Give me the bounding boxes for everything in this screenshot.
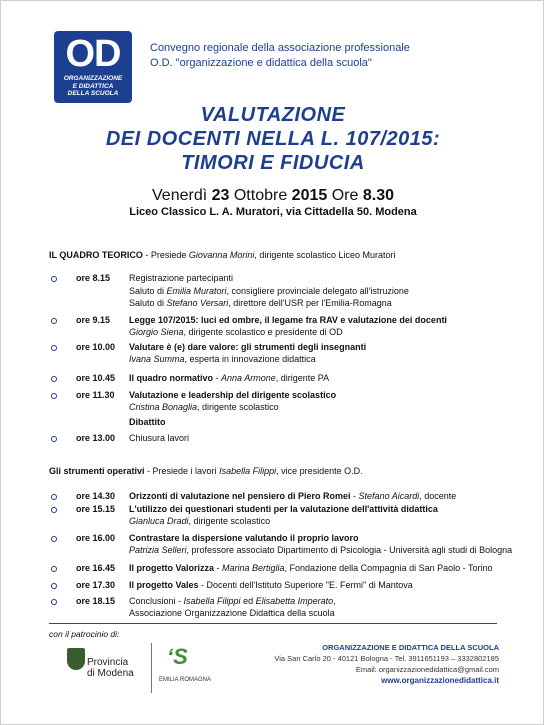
logo-text-line: E DIDATTICA <box>72 82 114 90</box>
bullet-icon <box>51 507 57 513</box>
speaker-name: Anna Armone <box>221 373 276 383</box>
speaker-role: , consigliere provinciale delegato all'istruzione <box>226 286 409 296</box>
sponsor-name <box>87 657 134 679</box>
chair-name: Isabella Filippi <box>219 466 277 476</box>
footer-divider <box>49 623 497 624</box>
speaker-name: Patrizia Selleri <box>129 545 187 555</box>
item-topic: Il quadro normativo <box>129 373 214 383</box>
item-time: ore 15.15 <box>76 504 116 514</box>
chair-role: , dirigente scolastico Liceo Muratori <box>254 250 396 260</box>
date-year: 2015 <box>291 187 328 204</box>
item-time: ore 16.45 <box>76 563 116 573</box>
chair-name: Giovanna Morini <box>188 250 255 260</box>
item-topic: Il progetto Valorizza <box>129 563 215 573</box>
item-speaker <box>129 545 512 555</box>
bullet-icon <box>51 436 57 442</box>
date-month: Ottobre <box>233 187 288 204</box>
logo-text <box>58 75 128 98</box>
footer-website[interactable]: www.organizzazionedidattica.it <box>381 676 499 685</box>
item-time: ore 18.15 <box>76 596 116 606</box>
item-time: ore 11.30 <box>76 390 115 400</box>
speaker-name: Stefano Versari <box>166 298 229 308</box>
item-topic: Il progetto Vales <box>129 580 199 590</box>
date-day: 23 <box>211 187 230 204</box>
item-title: Registrazione partecipanti <box>129 273 234 283</box>
item-title: Contrastare la dispersione valutando il proprio lavoro <box>129 533 359 543</box>
session-1-heading <box>49 250 395 260</box>
bullet-icon <box>51 276 57 282</box>
chair-role: , vice presidente O.D. <box>276 466 363 476</box>
item-title <box>129 491 456 501</box>
date-prefix: Venerdì <box>152 187 208 204</box>
speaker-role: , dirigente scolastico <box>188 516 271 526</box>
sponsor-name-line: di Modena <box>87 668 134 679</box>
page-title <box>41 103 505 175</box>
event-venue: Liceo Classico L. A. Muratori, via Cittadella 50. Modena <box>129 206 417 218</box>
session-2-heading <box>49 466 363 476</box>
item-title: L'utilizzo dei questionari studenti per la valutazione dell'attività didattica <box>129 504 438 514</box>
chair-prefix: - Presiede <box>142 250 189 260</box>
event-organizer <box>150 41 410 71</box>
bullet-icon <box>51 345 57 351</box>
speaker-name: Ivana Summa <box>129 354 185 364</box>
speaker-role: , dirigente PA <box>275 373 330 383</box>
speaker-role: , direttore dell'USR per l'Emilia-Romagna <box>228 298 392 308</box>
speaker-name: Marina Bertiglia <box>222 563 285 573</box>
footer-org-title: ORGANIZZAZIONE E DIDATTICA DELLA SCUOLA <box>322 643 499 652</box>
speaker-name: Elisabetta Imperato <box>255 596 334 606</box>
speaker-name: Gianluca Dradi <box>129 516 189 526</box>
text: , <box>333 596 336 606</box>
organizer-line: O.D. "organizzazione e didattica della scuola" <box>150 57 372 69</box>
speaker-name: Emilia Muratori <box>166 286 227 296</box>
footer-contacts <box>274 642 499 686</box>
bullet-icon <box>51 566 57 572</box>
item-title: Legge 107/2015: luci ed ombre, il legame fra RAV e valutazione dei docenti <box>129 315 447 325</box>
text: Saluto di <box>129 298 167 308</box>
item-title: Valutazione e leadership del dirigente scolastico <box>129 390 337 400</box>
od-logo <box>54 31 132 103</box>
bullet-icon <box>51 599 57 605</box>
date-time: 8.30 <box>362 187 394 204</box>
provincia-modena-logo <box>57 644 149 689</box>
logo-text-line: ORGANIZZAZIONE <box>63 75 123 82</box>
emilia-romagna-logo <box>159 644 219 692</box>
item-title: Valutare è (e) dare valore: gli strumenti degli insegnanti <box>129 342 367 352</box>
separator: - <box>214 563 223 573</box>
sponsor-divider <box>151 643 152 693</box>
speaker-role: , Fondazione della Compagnia di San Paolo - Torino <box>284 563 493 573</box>
item-time: ore 14.30 <box>76 491 116 501</box>
item-time: ore 9.15 <box>76 315 111 325</box>
organizer-line: Convegno regionale della associazione professionale <box>150 42 410 54</box>
speaker-name: Isabella Filippi <box>183 596 241 606</box>
logo-text-line: DELLA SCUOLA <box>67 90 119 97</box>
item-speaker: - Docenti dell'Istituto Superiore "E. Fermi" di Mantova <box>198 580 413 590</box>
separator: - <box>350 491 359 501</box>
item-title <box>129 596 336 606</box>
item-time: ore 10.45 <box>76 373 116 383</box>
title-line: DEI DOCENTI NELLA L. 107/2015: <box>105 128 441 150</box>
event-date <box>41 187 505 205</box>
bullet-icon <box>51 583 57 589</box>
item-speaker <box>129 298 392 308</box>
chair-prefix: - Presiede i lavori <box>144 466 220 476</box>
item-time: ore 17.30 <box>76 580 116 590</box>
item-title <box>129 580 413 590</box>
bullet-icon <box>51 318 57 324</box>
speaker-name: Giorgio Siena <box>129 327 184 337</box>
bullet-icon <box>51 393 57 399</box>
item-topic: Orizzonti di valutazione nel pensiero di Piero Romei <box>129 491 351 501</box>
speaker-role: , esperta in innovazione didattica <box>184 354 316 364</box>
footer-address: Via San Carlo 20 - 40121 Bologna - Tel. 3911651193 – 3332802185 <box>274 654 499 663</box>
item-speaker: Associazione Organizzazione Didattica della scuola <box>129 608 335 618</box>
logo-letters: OD <box>65 33 121 75</box>
text: Saluto di <box>129 286 167 296</box>
bullet-icon <box>51 494 57 500</box>
sponsor-name-line: Provincia <box>87 657 129 668</box>
item-time: ore 16.00 <box>76 533 116 543</box>
footer-email[interactable]: Email: organizzazionedidattica@gmail.com <box>355 665 499 674</box>
text: ed <box>240 596 256 606</box>
title-line: TIMORI E FIDUCIA <box>181 152 365 174</box>
session-title: IL QUADRO TEORICO <box>49 250 143 260</box>
item-speaker <box>129 354 316 364</box>
item-time: ore 8.15 <box>76 273 111 283</box>
speaker-name: Cristina Bonaglia <box>129 402 198 412</box>
session-title: Gli strumenti operativi <box>49 466 145 476</box>
item-time: ore 13.00 <box>76 433 116 443</box>
coat-of-arms-icon <box>67 648 85 670</box>
speaker-role: , docente <box>419 491 457 501</box>
bullet-icon <box>51 536 57 542</box>
item-title <box>129 563 493 573</box>
speaker-role: , dirigente scolastico <box>197 402 279 412</box>
item-title: Chiusura lavori <box>129 433 190 443</box>
bullet-icon <box>51 376 57 382</box>
speaker-role: , dirigente scolastico e presidente di OD <box>183 327 343 337</box>
item-topic: Conclusioni - <box>129 596 184 606</box>
title-line: VALUTAZIONE <box>200 104 346 126</box>
speaker-role: , professore associato Dipartimento di Psicologia - Università agli studi di Bologna <box>186 545 513 555</box>
item-speaker <box>129 516 270 526</box>
item-speaker <box>129 286 409 296</box>
item-time: ore 10.00 <box>76 342 116 352</box>
item-speaker <box>129 402 279 412</box>
sponsor-name: EMILIA ROMAGNA <box>159 677 212 683</box>
date-ore: Ore <box>331 187 359 204</box>
dibattito-label: Dibattito <box>129 417 166 427</box>
patrocinio-label: con il patrocinio di: <box>49 629 120 639</box>
item-speaker <box>129 327 343 337</box>
separator: - <box>213 373 222 383</box>
item-title <box>129 373 329 383</box>
er-mark-icon: ʻS <box>167 644 188 669</box>
speaker-name: Stefano Aicardi <box>358 491 420 501</box>
